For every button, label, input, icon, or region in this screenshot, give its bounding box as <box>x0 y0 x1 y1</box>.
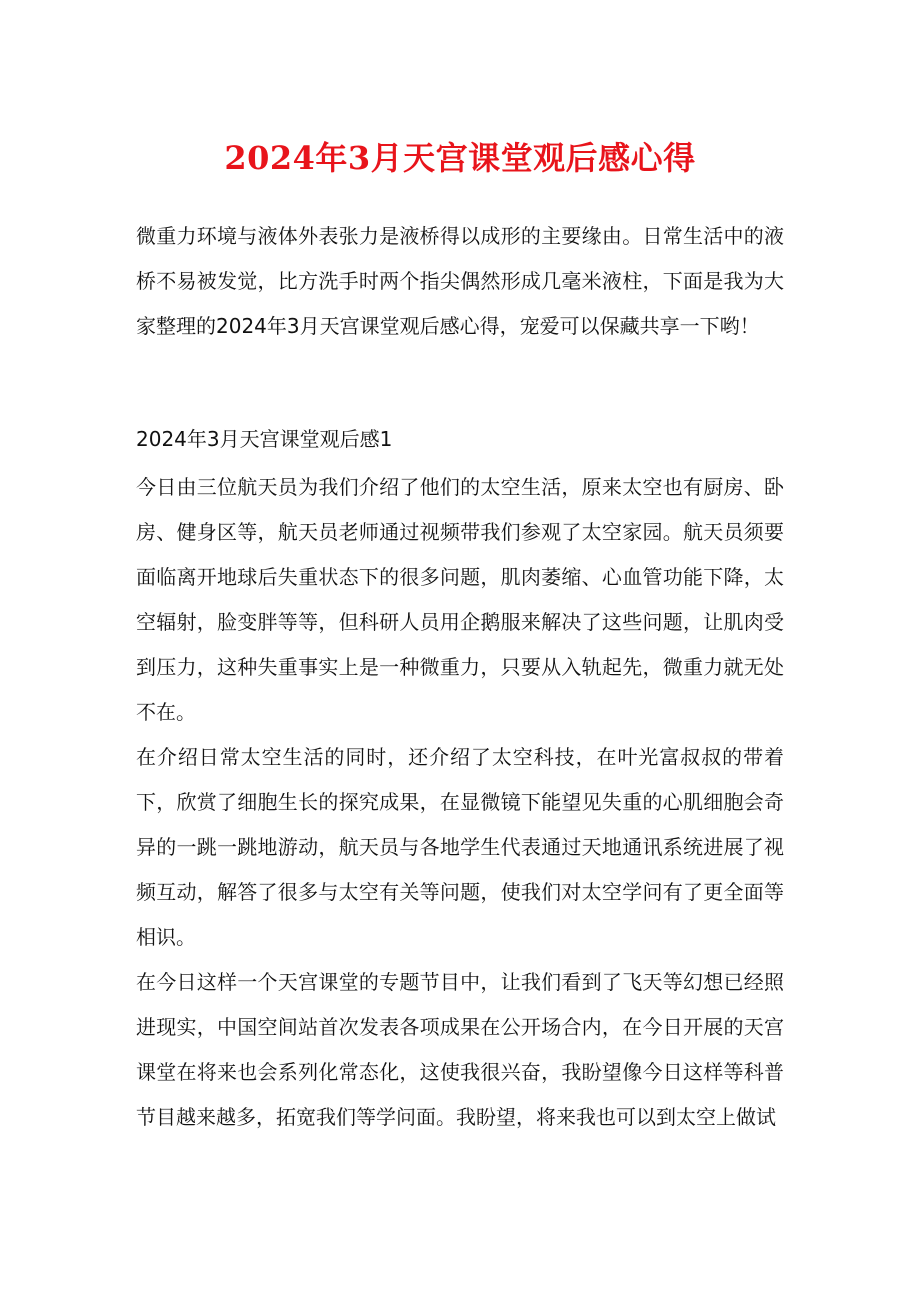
intro-paragraph: 微重力环境与液体外表张力是液桥得以成形的主要缘由。日常生活中的液桥不易被发觉，比方洗手时两个指尖偶然形成几毫米液柱，下面是我为大家整理的2024年3月天宫课堂观后感心得，宠爱可以保藏共享一下哟！ <box>136 224 784 338</box>
body-paragraph-1: 今日由三位航天员为我们介绍了他们的太空生活，原来太空也有厨房、卧房、健身区等，航天员老师通过视频带我们参观了太空家园。航天员须要面临离开地球后失重状态下的很多问题，肌肉萎缩、心血管功能下降，太空辐射，脸变胖等等，但科研人员用企鹅服来解决了这些问题，让肌肉受到压力，这种失重事实上是一种微重力，只要从入轨起先，微重力就无处不在。 <box>136 475 784 724</box>
document-title: 2024年3月天宫课堂观后感心得 <box>224 139 696 177</box>
document-body <box>136 214 784 1140</box>
section-heading: 2024年3月天宫课堂观后感1 <box>136 427 393 451</box>
body-paragraph-2: 在介绍日常太空生活的同时，还介绍了太空科技，在叶光富叔叔的带着下，欣赏了细胞生长的探究成果，在显微镜下能望见失重的心肌细胞会奇异的一跳一跳地游动，航天员与各地学生代表通过天地通讯系统进展了视频互动，解答了很多与太空有关等问题，使我们对太空学问有了更全面等相识。 <box>136 745 784 949</box>
body-paragraph-3: 在今日这样一个天宫课堂的专题节目中，让我们看到了飞天等幻想已经照进现实，中国空间站首次发表各项成果在公开场合内，在今日开展的天宫课堂在将来也会系列化常态化，这使我很兴奋，我盼望像今日这样等科普节目越来越多，拓宽我们等学问面。我盼望，将来我也可以到太空上做试 <box>136 970 784 1129</box>
